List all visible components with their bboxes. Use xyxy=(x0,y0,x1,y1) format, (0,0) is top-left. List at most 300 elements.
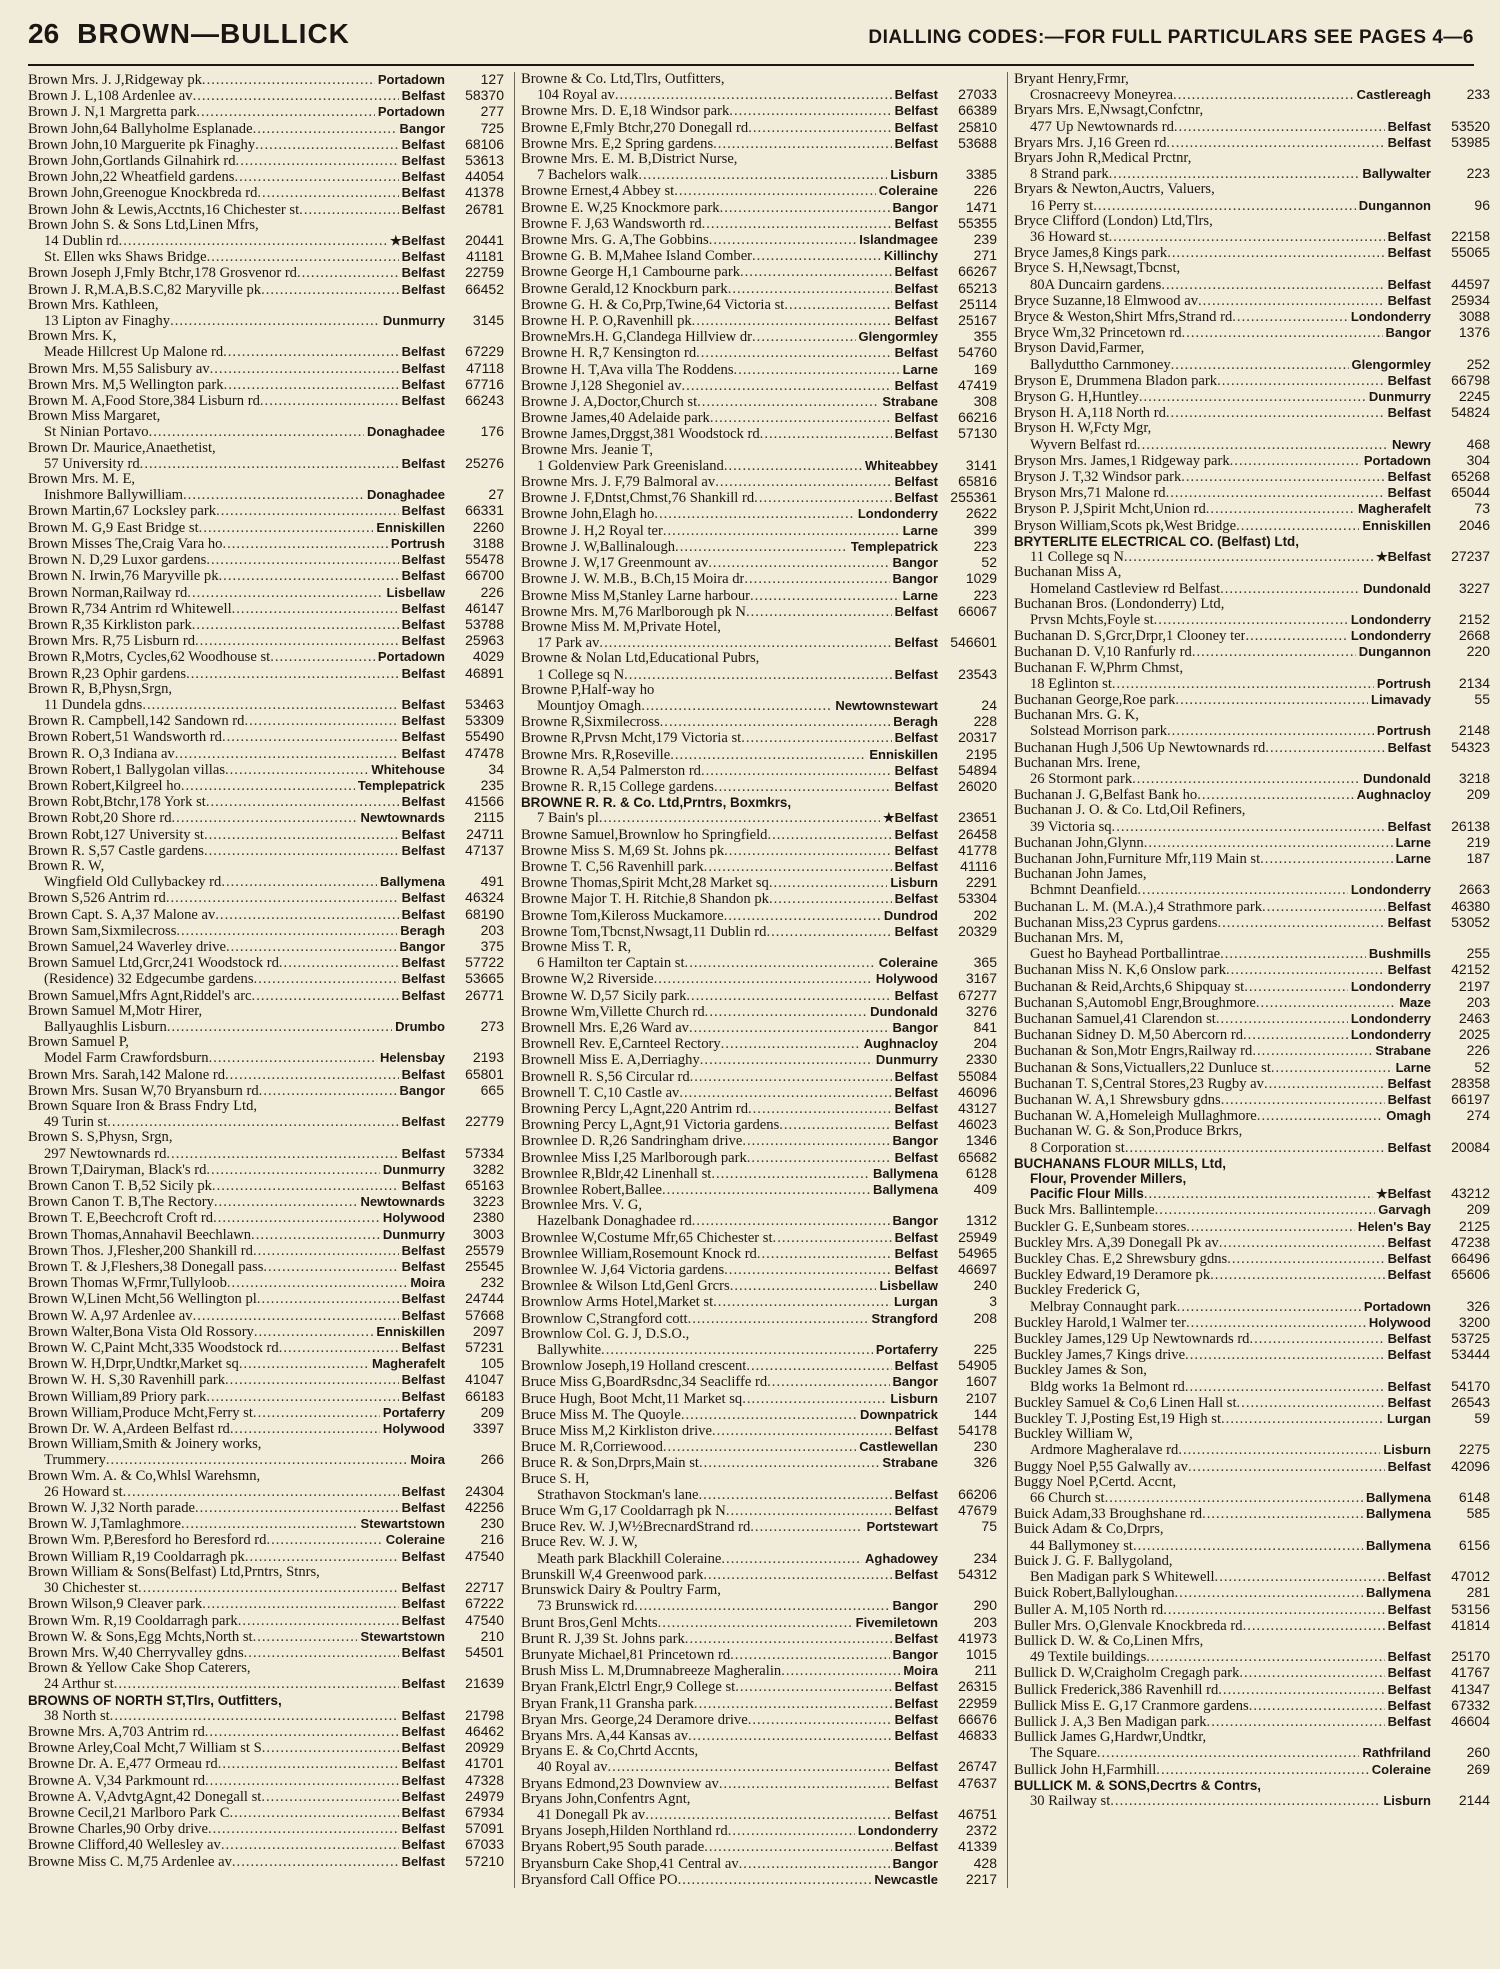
phone-number: 232 xyxy=(480,1274,504,1291)
exchange-name: ★ Belfast xyxy=(1373,549,1434,564)
directory-entry xyxy=(521,988,997,1004)
leader-dots xyxy=(708,556,889,571)
entry-name: Brown Thomas W,Frmr,Tullyloob xyxy=(28,1276,227,1292)
exchange-name: Belfast xyxy=(894,1101,938,1116)
entry-name: Brownell R. S,56 Circular rd xyxy=(521,1069,690,1085)
exchange-name: Belfast xyxy=(401,568,445,584)
leader-dots xyxy=(232,1855,399,1870)
leader-dots xyxy=(225,763,368,778)
exchange-name: Belfast xyxy=(401,1853,445,1869)
leader-dots xyxy=(750,1520,863,1535)
phone-number: 34 xyxy=(488,760,504,777)
directory-entry xyxy=(28,666,504,682)
phone-number: 42096 xyxy=(1451,1457,1490,1474)
phone-number: 220 xyxy=(1466,643,1490,660)
entry-name: Buchanan J. G,Belfast Bank ho xyxy=(1014,788,1198,804)
entry-name: Brownlee D. R,26 Sandringham drive xyxy=(521,1134,743,1150)
entry-name: Bruce Miss G,BoardRsdnc,34 Seacliffe rd xyxy=(521,1375,768,1391)
directory-entry xyxy=(1014,1235,1490,1251)
leader-dots xyxy=(259,1084,397,1099)
entry-name: Browne Mrs. A,703 Antrim rd xyxy=(28,1724,205,1740)
exchange-name: Bangor xyxy=(892,1598,938,1614)
leader-dots xyxy=(253,1244,399,1259)
directory-entry xyxy=(1014,1283,1490,1298)
leader-dots xyxy=(688,1729,892,1744)
entry-name: Brown John,64 Ballyholme Esplanade xyxy=(28,121,253,137)
directory-entry xyxy=(521,747,997,763)
leader-dots xyxy=(297,266,399,281)
leader-dots xyxy=(689,1021,890,1036)
leader-dots xyxy=(138,1581,399,1596)
leader-dots xyxy=(1185,1348,1385,1363)
exchange-name: Belfast xyxy=(894,730,938,746)
directory-entry xyxy=(1014,676,1490,692)
leader-dots xyxy=(239,1357,369,1372)
exchange-name: Belfast xyxy=(401,1500,445,1516)
directory-entry xyxy=(28,1661,504,1676)
phone-number: 355 xyxy=(973,328,997,345)
directory-entry xyxy=(1014,851,1490,867)
entry-name: Browne James,Drggst,381 Woodstock rd xyxy=(521,427,760,443)
leader-dots xyxy=(742,1392,887,1407)
leader-dots xyxy=(254,1325,374,1340)
exchange-name: Whiteabbey xyxy=(865,457,938,473)
entry-name: 30 Railway st xyxy=(1030,1793,1111,1809)
directory-entry xyxy=(1014,612,1490,628)
leader-dots xyxy=(742,1134,889,1149)
directory-entry xyxy=(521,683,997,698)
entry-name: Brown W. H,Drpr,Undtkr,Market sq xyxy=(28,1357,239,1373)
entry-name: Buchanan F. W,Phrm Chmst, xyxy=(1014,660,1184,676)
directory-entry xyxy=(28,746,504,762)
phone-number: 55355 xyxy=(958,214,997,231)
leader-dots xyxy=(244,714,398,729)
leader-dots xyxy=(195,1501,399,1516)
exchange-name: Belfast xyxy=(894,666,938,682)
entry-name: Browne E,Fmly Btchr,270 Donegall rd xyxy=(521,120,749,136)
leader-dots xyxy=(1166,486,1385,501)
directory-entry xyxy=(28,472,504,487)
directory-entry xyxy=(521,474,997,490)
exchange-name: Castlereagh xyxy=(1356,87,1431,103)
directory-entry xyxy=(28,137,504,153)
leader-dots xyxy=(741,731,891,746)
directory-entry xyxy=(28,1019,504,1035)
phone-number: 2463 xyxy=(1458,1009,1490,1026)
exchange-name: Belfast xyxy=(1387,818,1431,834)
exchange-name: ★ Belfast xyxy=(1373,1186,1434,1201)
exchange-name: Belfast xyxy=(401,1804,445,1820)
phone-number: 41778 xyxy=(958,841,997,858)
directory-entry xyxy=(1014,277,1490,293)
entry-name: Buchanan Miss N. K,6 Onslow park xyxy=(1014,963,1226,979)
exchange-name: Bangor xyxy=(399,1082,445,1098)
entry-name: Bryson G. H,Huntley xyxy=(1014,390,1139,406)
directory-entry xyxy=(1014,1363,1490,1378)
phone-number: 54965 xyxy=(958,1244,997,1261)
leader-dots xyxy=(729,104,891,119)
directory-entry xyxy=(1014,1043,1490,1059)
entry-name: Brown Misses The,Craig Vara ho xyxy=(28,536,223,552)
directory-entry xyxy=(28,121,504,137)
phone-number: 24744 xyxy=(465,1290,504,1307)
directory-entry xyxy=(28,697,504,713)
exchange-name: Belfast xyxy=(894,1727,938,1743)
entry-name: Bryson H. W,Fcty Mgr, xyxy=(1014,421,1152,437)
directory-entry xyxy=(521,651,997,666)
entry-name: 26 Howard st xyxy=(44,1484,123,1500)
directory-entry xyxy=(521,167,997,183)
directory-entry xyxy=(1014,708,1490,723)
directory-entry xyxy=(28,1356,504,1372)
leader-dots xyxy=(236,154,399,169)
directory-entry xyxy=(521,843,997,859)
exchange-name: Londonderry xyxy=(1350,1010,1431,1026)
entry-name: 297 Newtownards rd xyxy=(44,1146,167,1162)
exchange-name: Belfast xyxy=(894,1695,938,1711)
leader-dots xyxy=(699,1456,879,1471)
leader-dots xyxy=(1245,629,1347,644)
leader-dots xyxy=(645,1808,891,1823)
directory-entry xyxy=(28,298,504,313)
leader-dots xyxy=(769,892,892,907)
exchange-name: Belfast xyxy=(401,169,445,185)
entry-name: Guest ho Bayhead Portballintrae xyxy=(1030,947,1221,963)
phone-number: 209 xyxy=(480,1403,504,1420)
entry-name: Bullick J. A,3 Ben Madigan park xyxy=(1014,1714,1207,1730)
directory-entry xyxy=(28,313,504,329)
entry-name: Brown N. D,29 Luxor gardens xyxy=(28,553,207,569)
entry-name: Buchanan & Son,Motr Engrs,Railway rd xyxy=(1014,1044,1253,1060)
leader-dots xyxy=(752,330,856,345)
phone-number: 3145 xyxy=(472,312,504,329)
exchange-name: Beragh xyxy=(893,714,938,730)
exchange-name: Holywood xyxy=(875,971,938,987)
phone-number: 47238 xyxy=(1451,1233,1490,1250)
directory-entry xyxy=(1014,229,1490,245)
exchange-name: Portaferry xyxy=(875,1342,938,1358)
leader-dots xyxy=(266,1533,382,1548)
directory-entry xyxy=(28,1629,504,1645)
exchange-name: Belfast xyxy=(401,906,445,922)
phone-number: 46751 xyxy=(958,1805,997,1822)
leader-dots xyxy=(206,1390,398,1405)
phone-number: 65606 xyxy=(1451,1266,1490,1283)
directory-entry xyxy=(28,1389,504,1405)
entry-name: 41 Donegall Pk av xyxy=(537,1807,646,1823)
phone-number: 491 xyxy=(480,873,504,890)
phone-number: 216 xyxy=(480,1531,504,1548)
exchange-name: ★ Belfast xyxy=(880,810,941,825)
entry-name: Brown Canon T. B,The Rectory xyxy=(28,1195,214,1211)
phone-number: 2380 xyxy=(472,1209,504,1226)
directory-entry xyxy=(1014,995,1490,1011)
entry-name: Browne Major T. H. Ritchie,8 Shandon pk xyxy=(521,892,769,908)
leader-dots xyxy=(1163,1603,1384,1618)
dialling-codes-note: DIALLING CODES:—FOR FULL PARTICULARS SEE PAGES 4—6 xyxy=(868,27,1474,48)
directory-entry xyxy=(28,1549,504,1565)
directory-entry xyxy=(521,827,997,843)
exchange-name: Bangor xyxy=(892,1855,938,1871)
leader-dots xyxy=(202,73,375,88)
entry-name: Brown Norman,Railway rd xyxy=(28,585,188,601)
exchange-name: Belfast xyxy=(401,376,445,392)
exchange-name: Aughnacloy xyxy=(1356,787,1431,803)
leader-dots xyxy=(739,1857,890,1872)
directory-entry xyxy=(1014,1569,1490,1585)
directory-entry xyxy=(28,633,504,649)
leader-dots xyxy=(1265,741,1384,756)
leader-dots xyxy=(222,537,387,552)
exchange-name: Strabane xyxy=(882,394,938,410)
leader-dots xyxy=(682,379,892,394)
directory-entry xyxy=(521,1503,997,1519)
leader-dots xyxy=(1112,677,1374,692)
directory-entry xyxy=(1014,1347,1490,1363)
leader-dots xyxy=(1210,1268,1385,1283)
directory-entry xyxy=(28,1372,504,1388)
directory-entry xyxy=(521,1535,997,1550)
phone-number: 365 xyxy=(973,954,997,971)
entry-name: 18 Eglinton st xyxy=(1030,676,1112,692)
directory-entry xyxy=(1014,1490,1490,1506)
exchange-name: ★ Belfast xyxy=(387,233,448,248)
directory-entry xyxy=(521,281,997,297)
phone-number: 26458 xyxy=(958,825,997,842)
entry-name: Prvsn Mchts,Foyle st xyxy=(1030,612,1154,628)
directory-entry xyxy=(521,1311,997,1327)
entry-name: Brown Thos. J,Flesher,200 Shankill rd xyxy=(28,1243,253,1259)
exchange-name: Templepatrick xyxy=(357,777,445,793)
exchange-name: Belfast xyxy=(401,344,445,360)
exchange-name: Belfast xyxy=(1387,292,1431,308)
directory-entry xyxy=(28,344,504,360)
entry-name: Bryan Frank,Elctrl Engr,9 College st xyxy=(521,1680,736,1696)
entry-name: Buchanan T. S,Central Stores,23 Rugby av xyxy=(1014,1076,1264,1092)
exchange-name: Belfast xyxy=(401,842,445,858)
leader-dots xyxy=(1178,1443,1380,1458)
phone-number: 2144 xyxy=(1458,1791,1490,1808)
phone-number: 375 xyxy=(480,937,504,954)
directory-entry xyxy=(1014,166,1490,182)
phone-number: 58370 xyxy=(465,87,504,104)
leader-dots xyxy=(701,764,892,779)
directory-entry xyxy=(521,1117,997,1133)
phone-number: 235 xyxy=(480,776,504,793)
exchange-name: Magherafelt xyxy=(372,1356,445,1372)
entry-name: Brown Samuel,24 Waverley drive xyxy=(28,939,226,955)
directory-entry xyxy=(521,1166,997,1182)
directory-entry xyxy=(28,1275,504,1291)
phone-number: 2197 xyxy=(1458,977,1490,994)
directory-entry xyxy=(521,216,997,232)
phone-number: 23543 xyxy=(958,665,997,682)
exchange-name: Belfast xyxy=(401,794,445,810)
phone-number: 46604 xyxy=(1451,1712,1490,1729)
exchange-name: Belfast xyxy=(401,616,445,632)
entry-name: Buchanan Mrs. G. K, xyxy=(1014,708,1139,724)
directory-entry xyxy=(28,1854,504,1870)
entry-name: Brownlow Col. G. J, D.S.O., xyxy=(521,1326,690,1342)
phone-number: 47540 xyxy=(465,1547,504,1564)
phone-number: 725 xyxy=(480,119,504,136)
entry-name: Browne R,Prvsn Mcht,179 Victoria st xyxy=(521,731,742,747)
leader-dots xyxy=(206,795,399,810)
phone-number: 225 xyxy=(973,1341,997,1358)
phone-number: 66206 xyxy=(958,1485,997,1502)
exchange-name: Bangor xyxy=(399,120,445,136)
phone-number: 169 xyxy=(973,360,997,377)
directory-entry xyxy=(521,730,997,746)
entry-name: Pacific Flour Mills xyxy=(1030,1186,1144,1202)
entry-name: Ben Madigan park S Whitewell xyxy=(1030,1570,1215,1586)
directory-entry xyxy=(1014,1331,1490,1347)
entry-name: Strathavon Stockman's lane xyxy=(537,1487,699,1503)
directory-entry xyxy=(28,1580,504,1596)
exchange-name: Moira xyxy=(903,1663,938,1679)
directory-entry xyxy=(1014,119,1490,135)
exchange-name: Belfast xyxy=(401,826,445,842)
directory-entry xyxy=(521,555,997,571)
entry-name: Buckley James,129 Up Newtownards rd xyxy=(1014,1332,1250,1348)
entry-name: Buchanan John,Glynn xyxy=(1014,835,1144,851)
entry-name: Brownlee W. J,64 Victoria gardens xyxy=(521,1263,725,1279)
phone-number: 3088 xyxy=(1458,308,1490,325)
directory-entry xyxy=(1014,867,1490,882)
leader-dots xyxy=(1207,1715,1385,1730)
entry-name: Brown Square Iron & Brass Fndry Ltd, xyxy=(28,1099,258,1114)
directory-entry xyxy=(521,810,997,826)
phone-number: 20084 xyxy=(1451,1138,1490,1155)
entry-name: Buckley William W, xyxy=(1014,1427,1133,1443)
exchange-name: Rathfriland xyxy=(1362,1745,1431,1761)
entry-name: Brown Dr. W. A,Ardeen Belfast rd xyxy=(28,1422,230,1438)
exchange-name: Ballymena xyxy=(1365,1537,1431,1553)
directory-entry xyxy=(1014,245,1490,261)
exchange-name: Belfast xyxy=(401,1145,445,1161)
phone-number: 203 xyxy=(1466,993,1490,1010)
phone-number: 53665 xyxy=(465,970,504,987)
exchange-name: Portadown xyxy=(1363,452,1431,468)
exchange-name: Belfast xyxy=(401,1114,445,1130)
entry-name: Brown Wm. P,Beresford ho Beresford rd xyxy=(28,1533,267,1549)
phone-number: 144 xyxy=(973,1405,997,1422)
phone-number: 252 xyxy=(1466,355,1490,372)
entry-name: Bruce Miss M,2 Kirkliston drive xyxy=(521,1424,712,1440)
phone-number: 24711 xyxy=(466,825,504,842)
leader-dots xyxy=(199,521,374,536)
exchange-name: Bangor xyxy=(892,571,938,587)
entry-name: Trummery xyxy=(44,1453,106,1469)
directory-entry xyxy=(28,1469,504,1484)
entry-name: Bryan Mrs. George,24 Deramore drive xyxy=(521,1712,748,1728)
leader-dots xyxy=(1161,278,1384,293)
directory-entry xyxy=(28,1146,504,1162)
phone-number: 228 xyxy=(973,713,997,730)
phone-number: 277 xyxy=(480,103,504,120)
exchange-name: Belfast xyxy=(1387,1601,1431,1617)
leader-dots xyxy=(193,1309,399,1324)
entry-name: Buchanan L. M. (M.A.),4 Strathmore park xyxy=(1014,899,1263,915)
phone-number: 269 xyxy=(1466,1760,1490,1777)
entry-name: Brown Robert,Kilgreel ho xyxy=(28,778,181,794)
directory-entry xyxy=(1014,72,1490,87)
entry-name: Buckley Harold,1 Walmer ter xyxy=(1014,1315,1187,1331)
entry-name: Browne P,Half-way ho xyxy=(521,682,655,698)
directory-entry xyxy=(521,1872,997,1888)
phone-number: 20441 xyxy=(465,232,504,249)
entry-name: Buchanan John James, xyxy=(1014,867,1147,883)
leader-dots xyxy=(253,1630,358,1645)
entry-name: Brown R,Motrs, Cycles,62 Woodhouse st xyxy=(28,650,271,666)
leader-dots xyxy=(608,1760,892,1775)
exchange-name: Belfast xyxy=(401,1388,445,1404)
leader-dots xyxy=(747,1151,892,1166)
entry-name: Browne Miss C. M,75 Ardenlee av xyxy=(28,1854,232,1870)
leader-dots xyxy=(1139,390,1366,405)
entry-name: Brown Capt. S. A,37 Malone av xyxy=(28,907,216,923)
directory-entry xyxy=(1014,1186,1490,1202)
exchange-name: Belfast xyxy=(894,842,938,858)
entry-name: Brown M. G,9 East Bridge st xyxy=(28,520,199,536)
phone-number: 41378 xyxy=(465,184,504,201)
directory-entry xyxy=(28,265,504,281)
directory-entry xyxy=(1014,1171,1490,1186)
leader-dots xyxy=(670,748,866,763)
leader-dots xyxy=(1197,788,1353,803)
leader-dots xyxy=(713,137,892,152)
leader-dots xyxy=(660,715,891,730)
directory-entry xyxy=(28,1452,504,1468)
leader-dots xyxy=(734,363,900,378)
exchange-name: Magherafelt xyxy=(1358,501,1431,517)
leader-dots xyxy=(205,1774,399,1789)
exchange-name: Belfast xyxy=(401,1644,445,1660)
directory-entry xyxy=(1014,501,1490,517)
directory-entry xyxy=(1014,581,1490,597)
phone-number: 26315 xyxy=(958,1678,997,1695)
directory-entry xyxy=(28,939,504,955)
entry-name: 49 Turin st xyxy=(44,1115,108,1131)
entry-name: Mountjoy Omagh xyxy=(537,698,642,714)
exchange-name: Lurgan xyxy=(1386,1411,1431,1427)
exchange-name: Belfast xyxy=(1387,1713,1431,1729)
directory-entry xyxy=(1014,1538,1490,1554)
directory-entry xyxy=(1014,1092,1490,1108)
phone-number: 2663 xyxy=(1458,881,1490,898)
entry-name: Brown Mrs. Susan W,70 Bryansburn rd xyxy=(28,1083,259,1099)
directory-entry xyxy=(28,520,504,536)
entry-name: Brown Mrs. M,5 Wellington park xyxy=(28,377,224,393)
leader-dots xyxy=(175,747,399,762)
directory-entry xyxy=(28,1693,504,1708)
exchange-name: Castlewellan xyxy=(859,1439,938,1455)
directory-entry xyxy=(28,1210,504,1226)
exchange-name: Belfast xyxy=(894,1679,938,1695)
entry-name: Buick Adam,33 Broughshane rd xyxy=(1014,1507,1203,1523)
entry-name: Brown John,Gortlands Gilnahirk rd xyxy=(28,154,236,170)
directory-entry xyxy=(521,362,997,378)
directory-entry xyxy=(521,859,997,875)
entry-name: Brown Walter,Bona Vista Old Rossory xyxy=(28,1324,254,1340)
leader-dots xyxy=(634,1599,889,1614)
leader-dots xyxy=(244,1646,399,1661)
directory-entry xyxy=(521,1663,997,1679)
entry-name: Brown J. R,M.A,B.S.C,82 Maryville pk xyxy=(28,282,262,298)
leader-dots xyxy=(638,168,887,183)
leader-dots xyxy=(721,1037,861,1052)
leader-dots xyxy=(709,233,857,248)
